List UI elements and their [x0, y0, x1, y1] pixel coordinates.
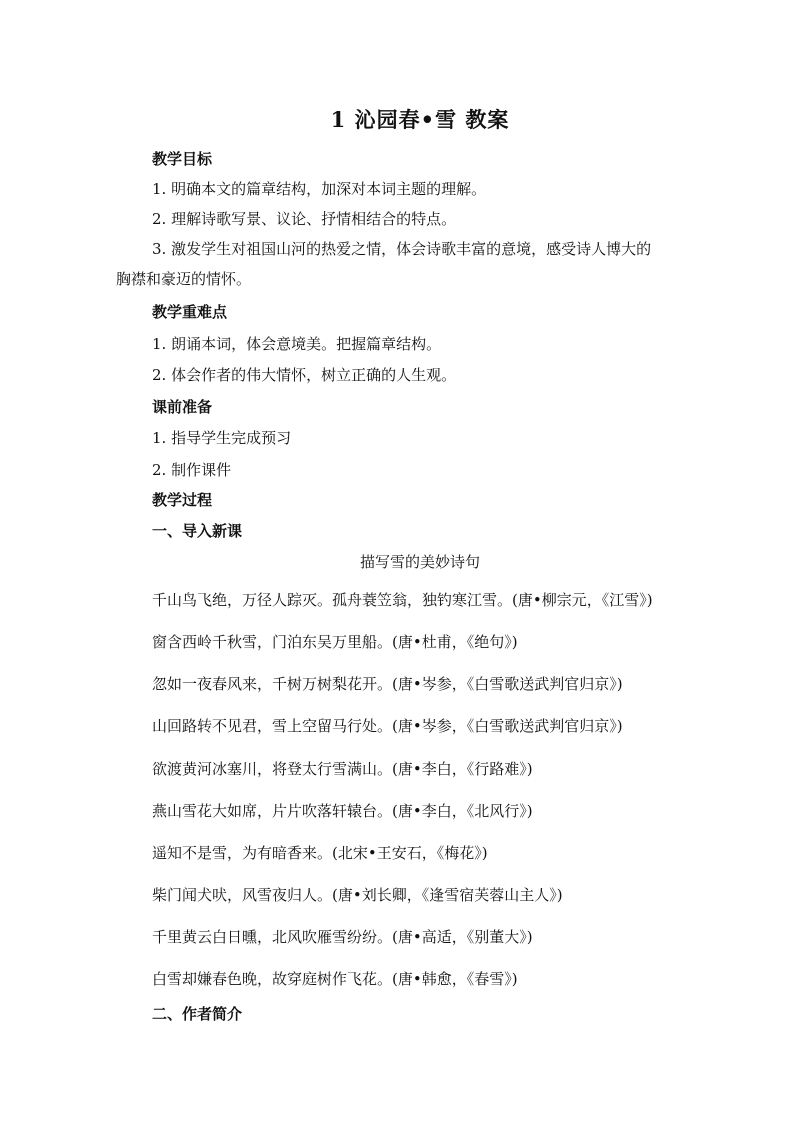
- part-heading-author: 二、作者简介: [152, 1005, 243, 1023]
- poem-line: 白雪却嫌春色晚，故穿庭树作飞花。(唐•韩愈，《春雪》): [152, 970, 518, 988]
- poem-line: 燕山雪花大如席，片片吹落轩辕台。(唐•李白，《北风行》): [152, 802, 533, 820]
- poem-line: 欲渡黄河冰塞川，将登太行雪满山。(唐•李白，《行路难》): [152, 760, 533, 778]
- prep-item-2: 2. 制作课件: [152, 461, 232, 479]
- poem-line: 千山鸟飞绝，万径人踪灭。孤舟蓑笠翁，独钓寒江雪。(唐•柳宗元，《江雪》): [152, 591, 653, 609]
- poem-line: 千里黄云白日曛，北风吹雁雪纷纷。(唐•高适，《别董大》): [152, 928, 533, 946]
- key-point-2: 2. 体会作者的伟大情怀，树立正确的人生观。: [152, 366, 457, 384]
- goal-item-1: 1. 明确本文的篇章结构，加深对本词主题的理解。: [152, 180, 487, 198]
- prep-item-1: 1. 指导学生完成预习: [152, 429, 292, 447]
- poem-line: 忽如一夜春风来，千树万树梨花开。(唐•岑参，《白雪歌送武判官归京》): [152, 675, 623, 693]
- section-heading-prep: 课前准备: [152, 398, 213, 416]
- goal-item-2: 2. 理解诗歌写景、议论、抒情相结合的特点。: [152, 210, 457, 228]
- poem-line: 柴门闻犬吠，风雪夜归人。(唐•刘长卿，《逢雪宿芙蓉山主人》): [152, 886, 563, 904]
- goal-item-3: 3. 激发学生对祖国山河的热爱之情，体会诗歌丰富的意境，感受诗人博大的: [152, 240, 652, 258]
- goal-item-3-continued: 胸襟和豪迈的情怀。: [116, 270, 252, 288]
- poem-line: 遥知不是雪，为有暗香来。(北宋•王安石，《梅花》): [152, 844, 488, 862]
- part-heading-intro: 一、导入新课: [152, 522, 243, 540]
- poems-heading: 描写雪的美妙诗句: [359, 553, 480, 571]
- section-heading-process: 教学过程: [152, 491, 213, 509]
- section-heading-key-points: 教学重难点: [152, 303, 228, 321]
- poem-line: 窗含西岭千秋雪，门泊东吴万里船。(唐•杜甫，《绝句》): [152, 633, 518, 651]
- key-point-1: 1. 朗诵本词，体会意境美。把握篇章结构。: [152, 335, 442, 353]
- document-title: 1 沁园春•雪 教案: [330, 107, 510, 132]
- poem-line: 山回路转不见君，雪上空留马行处。(唐•岑参，《白雪歌送武判官归京》): [152, 717, 623, 735]
- section-heading-goals: 教学目标: [152, 150, 213, 168]
